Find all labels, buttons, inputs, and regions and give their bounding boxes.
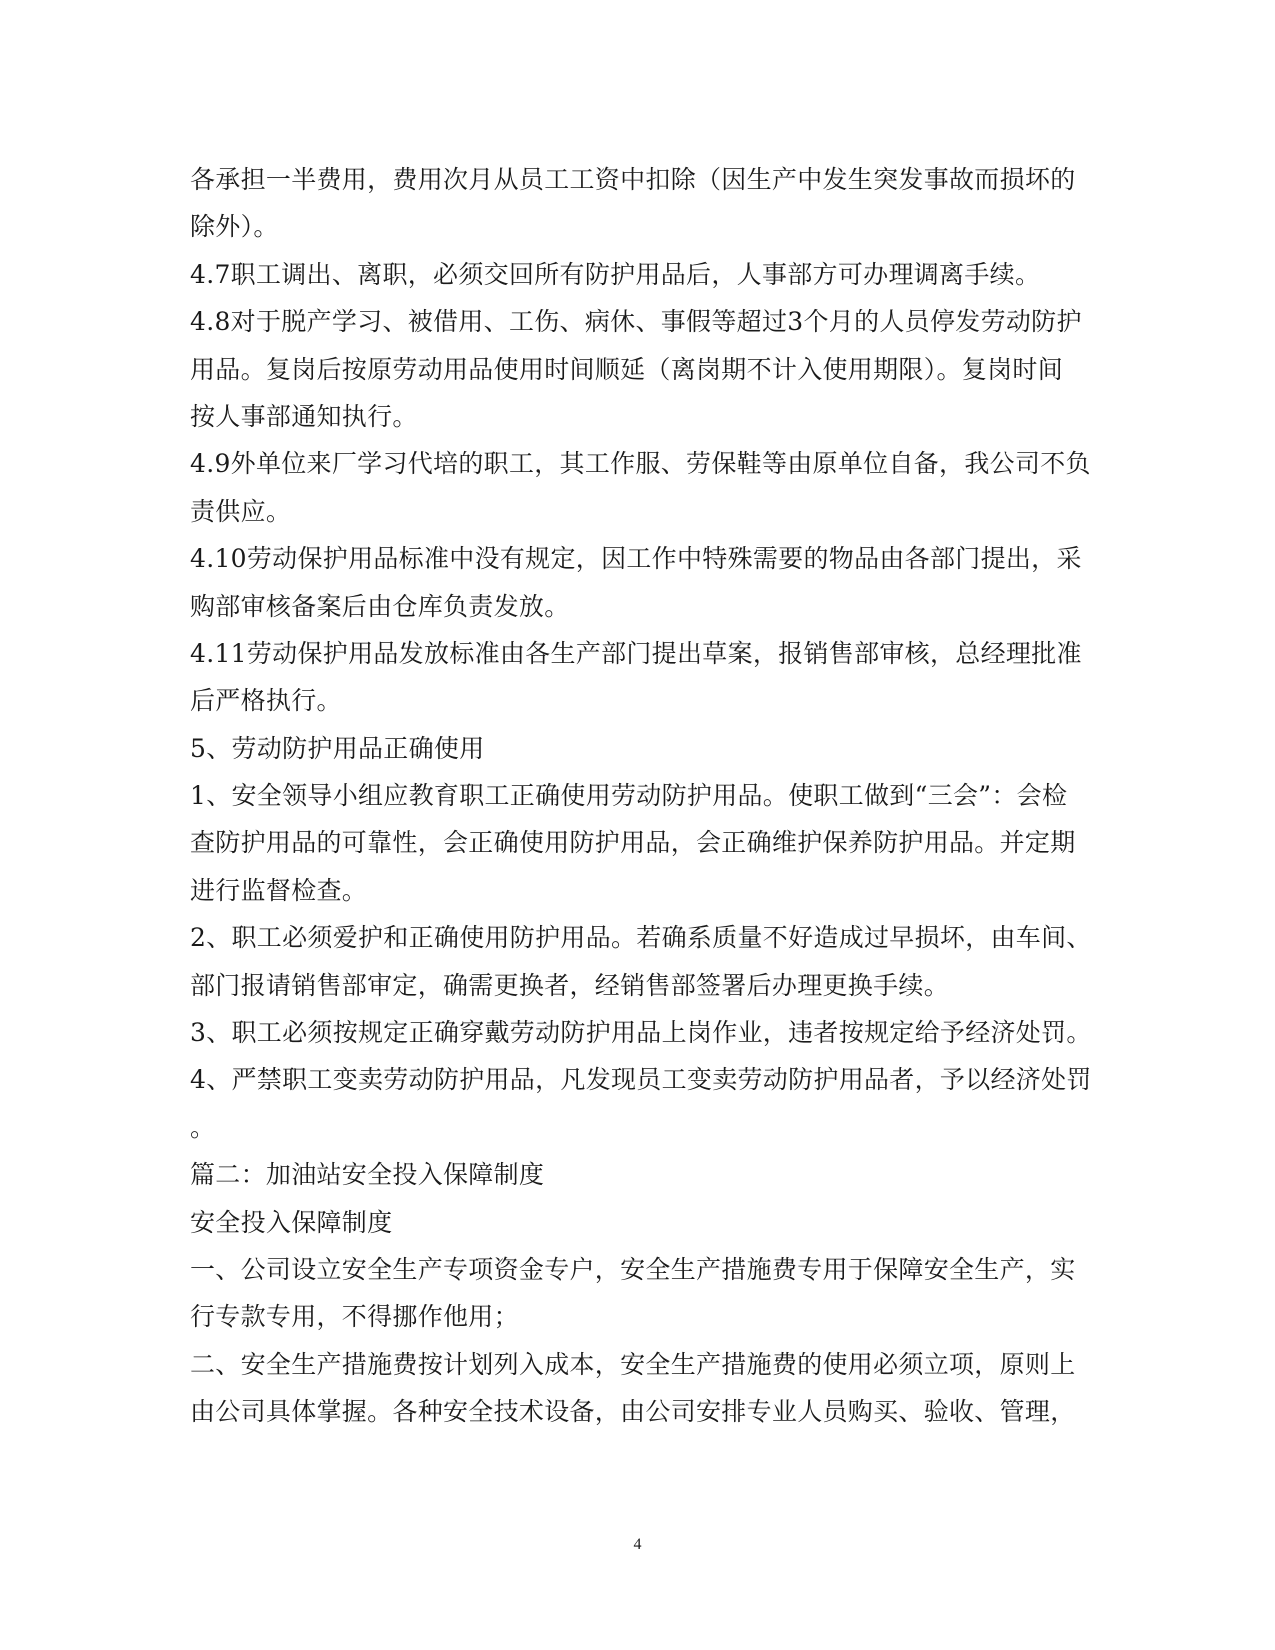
- document-body: [190, 156, 1092, 1436]
- text-line: 2、职工必须爱护和正确使用防护用品。若确系质量不好造成过早损坏，由车间、: [190, 923, 1092, 953]
- text-line: 查防护用品的可靠性，会正确使用防护用品，会正确维护保养防护用品。并定期: [190, 828, 1076, 858]
- text-line: 。: [190, 1112, 216, 1142]
- text-line: 用品。复岗后按原劳动用品使用时间顺延（离岗期不计入使用期限）。复岗时间: [190, 354, 1064, 384]
- text-line: 一、公司设立安全生产专项资金专户，安全生产措施费专用于保障安全生产，实: [190, 1254, 1076, 1284]
- text-line: 4.8对于脱产学习、被借用、工伤、病休、事假等超过3个月的人员停发劳动防护: [190, 307, 1082, 337]
- text-line: 责供应。: [190, 496, 292, 526]
- text-line: 4、严禁职工变卖劳动防护用品，凡发现员工变卖劳动防护用品者，予以经济处罚: [190, 1065, 1092, 1095]
- text-line: 4.9外单位来厂学习代培的职工，其工作服、劳保鞋等由原单位自备，我公司不负: [190, 449, 1091, 479]
- text-line: 购部审核备案后由仓库负责发放。: [190, 591, 570, 621]
- text-line: 4.7职工调出、离职，必须交回所有防护用品后，人事部方可办理调离手续。: [190, 259, 1041, 289]
- section-heading: 安全投入保障制度: [190, 1207, 393, 1237]
- text-line: 按人事部通知执行。: [190, 401, 418, 431]
- text-line: 行专款专用，不得挪作他用；: [190, 1302, 519, 1332]
- text-line: 后严格执行。: [190, 686, 342, 716]
- text-line: 3、职工必须按规定正确穿戴劳动防护用品上岗作业，违者按规定给予经济处罚。: [190, 1018, 1092, 1048]
- section-heading: 5、劳动防护用品正确使用: [190, 733, 485, 763]
- text-line: 4.10劳动保护用品标准中没有规定，因工作中特殊需要的物品由各部门提出，采: [190, 544, 1082, 574]
- chapter-heading: 篇二：加油站安全投入保障制度: [190, 1160, 545, 1190]
- page-number: 4: [633, 1536, 642, 1553]
- text-line: 进行监督检查。: [190, 875, 368, 905]
- text-line: 除外）。: [190, 212, 279, 242]
- text-line: 二、安全生产措施费按计划列入成本，安全生产措施费的使用必须立项，原则上: [190, 1349, 1076, 1379]
- text-line: 由公司具体掌握。各种安全技术设备，由公司安排专业人员购买、验收、管理，: [190, 1397, 1076, 1427]
- text-line: 各承担一半费用，费用次月从员工工资中扣除（因生产中发生突发事故而损坏的: [190, 165, 1076, 194]
- text-line: 部门报请销售部审定，确需更换者，经销售部签署后办理更换手续。: [190, 970, 950, 1000]
- text-line: 1、安全领导小组应教育职工正确使用劳动防护用品。使职工做到“三会”：会检: [190, 781, 1068, 811]
- text-line: 4.11劳动保护用品发放标准由各生产部门提出草案，报销售部审核，总经理批准: [190, 638, 1082, 668]
